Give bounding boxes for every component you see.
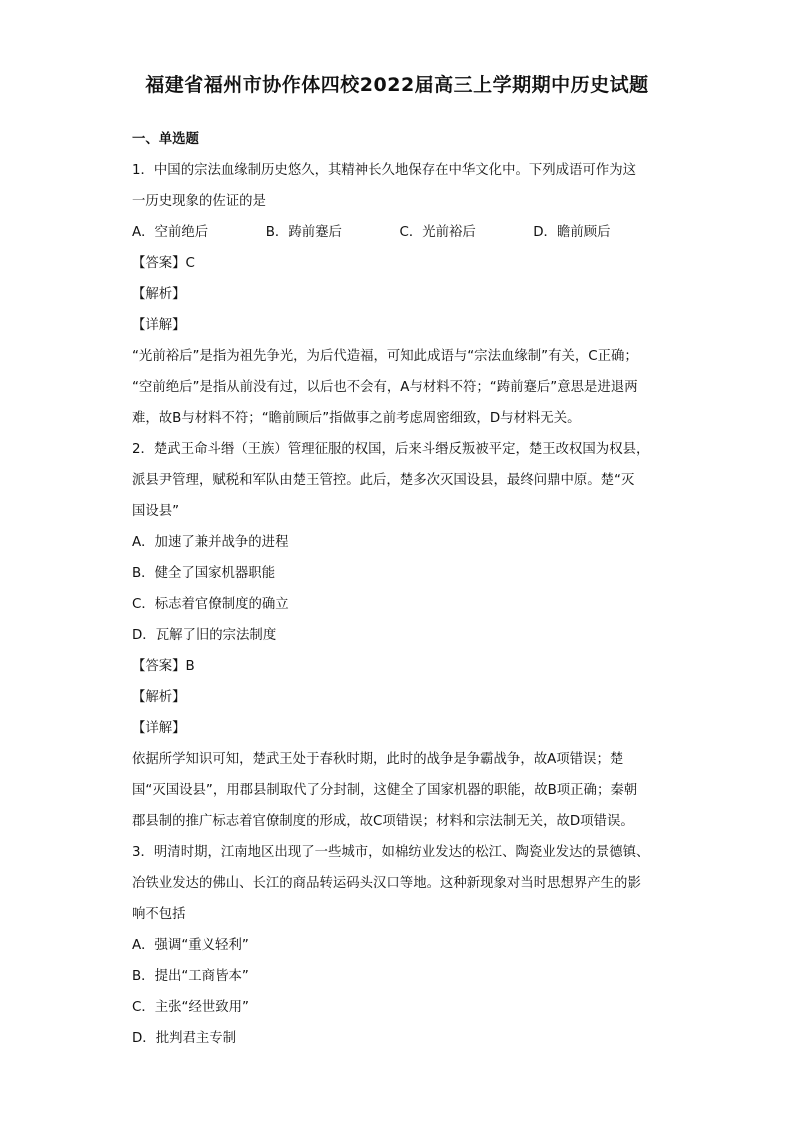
q3-option-c: C．主张“经世致用” <box>132 1000 249 1015</box>
q2-detail-line-3: 郡县制的推广标志着官僚制度的形成，故C项错误；材料和宗法制无关，故D项错误。 <box>132 814 634 829</box>
q2-option-c: C．标志着官僚制度的确立 <box>132 597 289 612</box>
document-body <box>132 124 667 1054</box>
page-title: 福建省福州市协作体四校2022届高三上学期期中历史试题 <box>145 74 649 96</box>
q1-option-c: C．光前裕后 <box>399 225 476 240</box>
q1-detail-label: 【详解】 <box>132 318 186 333</box>
q1-option-a: A．空前绝后 <box>132 225 209 240</box>
q1-stem-line-2: 一历史现象的佐证的是 <box>132 194 266 209</box>
q2-answer: 【答案】B <box>132 659 195 674</box>
q2-detail-line-1: 依据所学知识可知，楚武王处于春秋时期，此时的战争是争霸战争，故A项错误；楚 <box>132 752 624 767</box>
q2-option-d: D．瓦解了旧的宗法制度 <box>132 628 277 643</box>
q2-stem-line-2: 派县尹管理，赋税和军队由楚王管控。此后，楚多次灭国设县，最终问鼎中原。楚“灭 <box>132 473 635 488</box>
q2-stem-line-3: 国设县” <box>132 504 180 519</box>
q2-stem-line-1: 2．楚武王命斗缗（王族）管理征服的权国，后来斗缗反叛被平定，楚王改权国为权县， <box>132 442 650 457</box>
q2-detail-label: 【详解】 <box>132 721 186 736</box>
q3-option-b: B．提出“工商皆本” <box>132 969 249 984</box>
q1-option-d: D．瞻前顾后 <box>533 225 611 240</box>
q1-detail-line-1: “光前裕后”是指为祖先争光，为后代造福，可知此成语与“宗法血缘制”有关，C正确； <box>132 349 638 364</box>
question-2 <box>132 434 667 837</box>
q3-stem-line-3: 响不包括 <box>132 907 186 922</box>
q1-stem-line-1: 1．中国的宗法血缘制历史悠久，其精神长久地保存在中华文化中。下列成语可作为这 <box>132 163 636 178</box>
q1-option-b: B．踌前蹇后 <box>265 225 342 240</box>
question-3 <box>132 837 667 1054</box>
q3-option-d: D．批判君主专制 <box>132 1031 237 1046</box>
q1-analysis-label: 【解析】 <box>132 287 186 302</box>
q1-answer: 【答案】C <box>132 256 195 271</box>
q1-options <box>132 217 667 248</box>
question-1 <box>132 155 667 434</box>
q1-detail-line-2: “空前绝后”是指从前没有过，以后也不会有，A与材料不符；“踌前蹇后”意思是进退两 <box>132 380 638 395</box>
q2-option-b: B．健全了国家机器职能 <box>132 566 276 581</box>
section-heading: 一、单选题 <box>132 132 199 147</box>
q3-stem-line-1: 3．明清时期，江南地区出现了一些城市，如棉纺业发达的松江、陶瓷业发达的景德镇、 <box>132 845 650 860</box>
q2-option-a: A．加速了兼并战争的进程 <box>132 535 289 550</box>
q2-detail-line-2: 国“灭国设县”，用郡县制取代了分封制，这健全了国家机器的职能，故B项正确；秦朝 <box>132 783 638 798</box>
q3-stem-line-2: 冶铁业发达的佛山、长江的商品转运码头汉口等地。这种新现象对当时思想界产生的影 <box>132 876 641 891</box>
q2-analysis-label: 【解析】 <box>132 690 186 705</box>
q1-detail-line-3: 难，故B与材料不符；“瞻前顾后”指做事之前考虑周密细致，D与材料无关。 <box>132 411 581 426</box>
q3-option-a: A．强调“重义轻利” <box>132 938 249 953</box>
